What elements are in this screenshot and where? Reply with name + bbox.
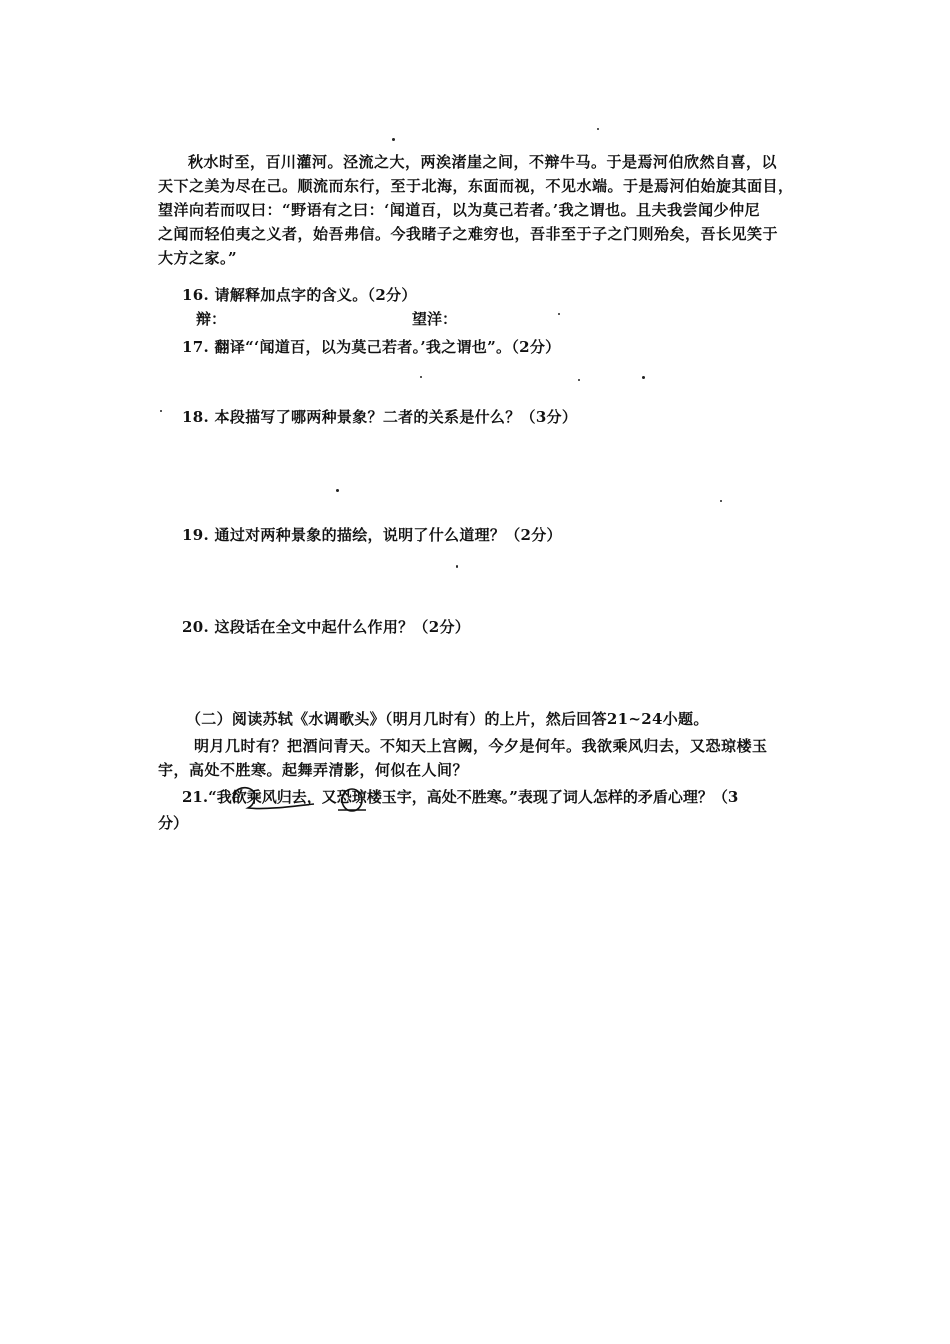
- poem-excerpt: [158, 734, 792, 782]
- passage-line: 天下之美为尽在己。顺流而东行，至于北海，东面而视，不见水端。于是焉河伯始旋其面目，: [158, 177, 794, 195]
- poem-line: 明月几时有？把酒问青天。不知天上宫阙，今夕是何年。我欲乘风归去，又恐琼楼玉: [194, 737, 768, 755]
- question-20: 20. 这段话在全文中起什么作用？（2分）: [182, 618, 471, 636]
- section-2-heading: （二）阅读苏轼《水调歌头》（明月几时有）的上片，然后回答21~24小题。: [186, 710, 709, 728]
- question-16: 16. 请解释加点字的含义。（2分）: [182, 286, 417, 304]
- question-18: 18. 本段描写了哪两种景象？二者的关系是什么？（3分）: [182, 408, 578, 426]
- passage-line: 之闻而轻伯夷之义者，始吾弗信。今我睹子之难穷也，吾非至于子之门则殆矣，吾长见笑于: [158, 225, 779, 243]
- scan-speck: [597, 128, 599, 130]
- question-21-line: 分）: [158, 814, 189, 832]
- question-21-line: 21.“我欲乘风归去，又恐琼楼玉宇，高处不胜寒。”表现了词人怎样的矛盾心理？（3: [182, 788, 739, 806]
- passage-line: 望洋向若而叹曰：“野语有之曰：‘闻道百，以为莫己若者。’我之谓也。且夫我尝闻少仲尼: [158, 201, 761, 219]
- scan-speck: [642, 376, 645, 379]
- scan-speck: [456, 565, 458, 568]
- passage-line: 大方之家。”: [158, 249, 238, 267]
- poem-line: 宇，高处不胜寒。起舞弄清影，何似在人间？: [158, 761, 469, 779]
- question-19: 19. 通过对两种景象的描绘，说明了什么道理？（2分）: [182, 526, 562, 544]
- scan-speck: [160, 410, 162, 412]
- passage-line: 秋水时至，百川灌河。泾流之大，两涘渚崖之间，不辩牛马。于是焉河伯欣然自喜，以: [188, 153, 778, 171]
- scan-speck: [420, 376, 422, 378]
- scan-speck: [720, 500, 722, 502]
- classical-passage: [158, 150, 792, 270]
- question-21: [158, 784, 792, 836]
- scan-speck: [392, 138, 395, 141]
- question-16-item-wangyang: 望洋：: [412, 310, 458, 328]
- question-16-item-bian: 辩：: [196, 310, 227, 328]
- scan-speck: [578, 379, 580, 381]
- scan-speck: [336, 489, 339, 492]
- scan-speck: [558, 313, 560, 315]
- question-17: 17. 翻译“‘闻道百，以为莫己若者。’我之谓也”。（2分）: [182, 338, 561, 356]
